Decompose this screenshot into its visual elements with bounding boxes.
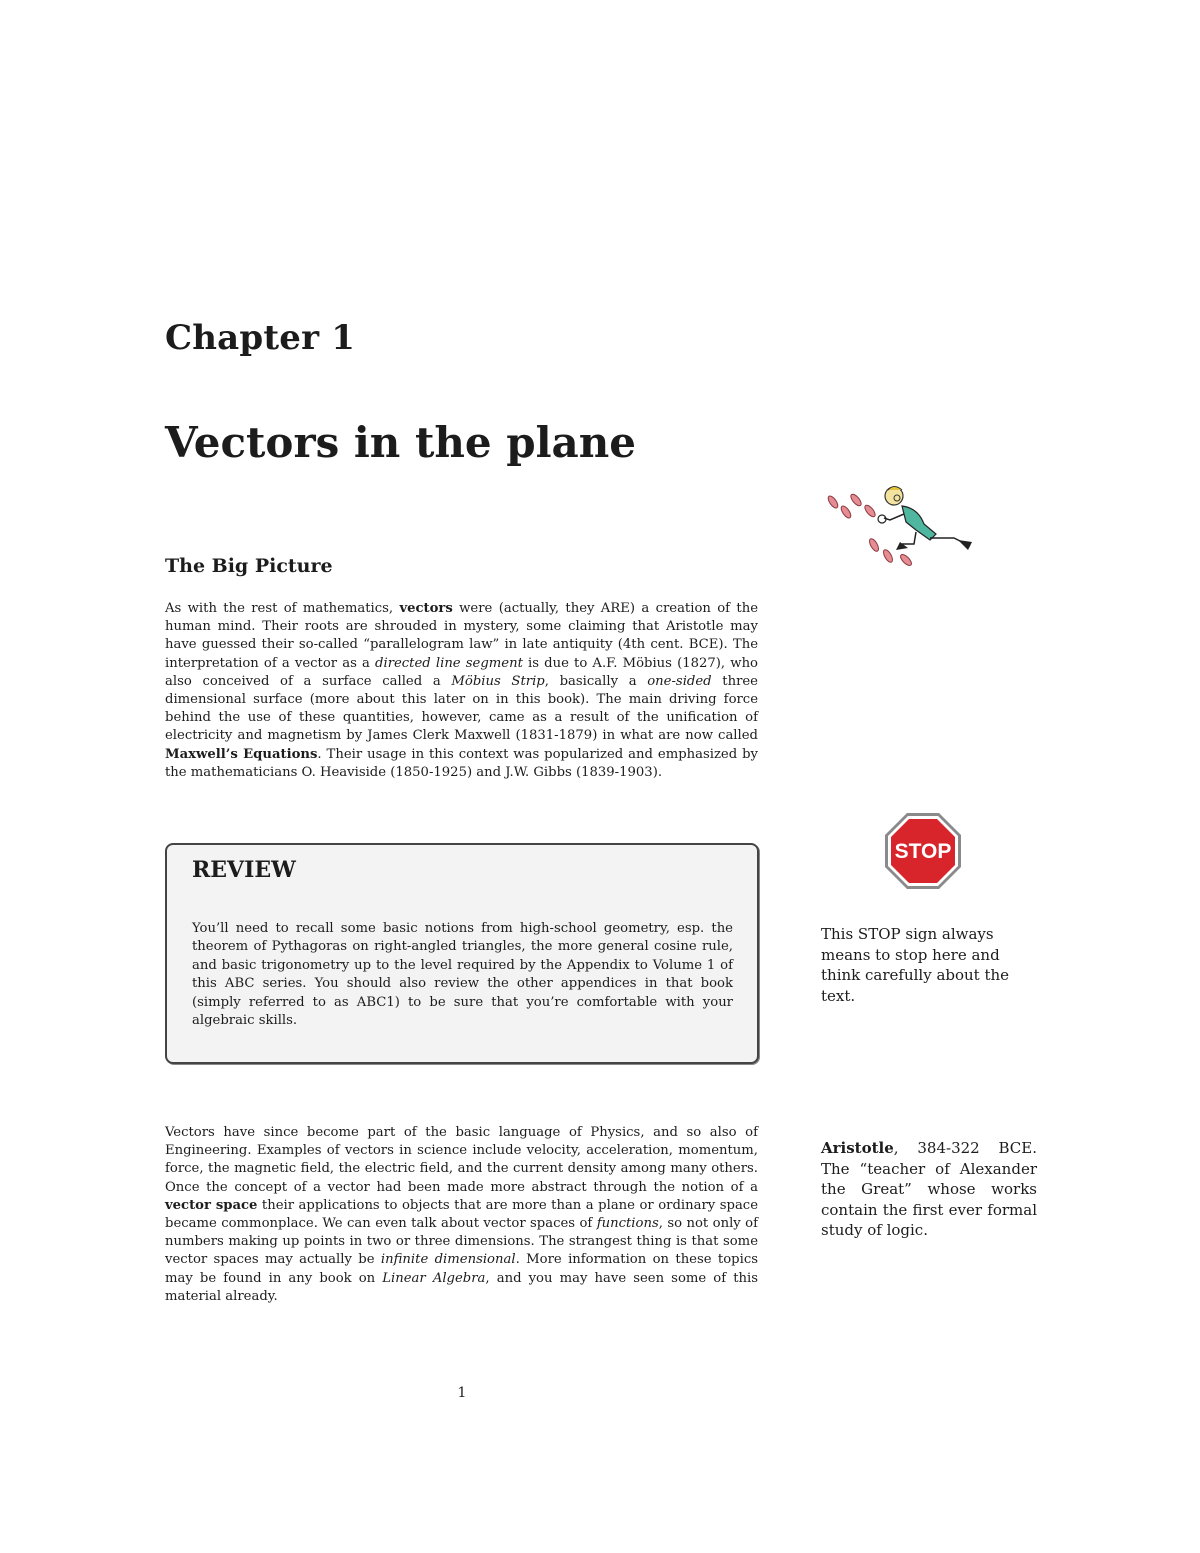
page-number: 1: [457, 1385, 467, 1401]
review-box: [165, 843, 759, 1064]
chapter-label: Chapter 1: [165, 318, 356, 358]
section-heading: The Big Picture: [165, 555, 333, 577]
intro-paragraph: As with the rest of mathematics, vectors were (actually, they ARE) a creation of the human mind. Their roots are shrouded in mystery, some claiming that Aristotle may have guessed their so-called “parallelogram law” in late antiquity (4th cent. BCE). The interpretation of a vector as a directed line segment is due to A.F. Möbius (1827), who also conceived of a surface called a Möbius Strip, basically a one-sided three dimensional surface (more about this later on in this book). The main driving force behind the use of these quantities, however, came as a result of the unification of electricity and magnetism by James Clerk Maxwell (1831-1879) in what are now called Maxwell’s Equations. Their usage in this context was popularized and emphasized by the mathematicians O. Heaviside (1850-1925) and J.W. Gibbs (1839-1903).: [165, 601, 758, 780]
detective-footprints-icon: [818, 478, 978, 578]
stop-sign-icon: [884, 812, 962, 890]
sidenote-stop: This STOP sign always means to stop here and think carefully about the text.: [821, 925, 1010, 1005]
chapter-title: Vectors in the plane: [165, 418, 637, 467]
vectors-paragraph: Vectors have since become part of the basic language of Physics, and so also of Engineering. Examples of vectors in science include velocity, acceleration, momentum, force, the magnetic field, the electric field, and the current density among many others. Once the concept of a vector had been made more abstract through the notion of a vector space their applications to objects that are more than a plane or ordinary space became commonplace. We can even talk about vector spaces of functions, so not only of numbers making up points in two or three dimensions. The strangest thing is that some vector spaces may actually be infinite dimensional. More information on these topics may be found in any book on Linear Algebra, and you may have seen some of this material already.: [165, 1125, 758, 1304]
review-title: REVIEW: [192, 857, 296, 883]
stop-sign-label: STOP: [894, 840, 952, 863]
sidenote-aristotle: Aristotle, 384-322 BCE. The “teacher of Alexander the Great” whose works contain the first ever formal study of logic.: [821, 1139, 1037, 1239]
review-text: You’ll need to recall some basic notions from high-school geometry, esp. the theorem of Pythagoras on right-angled triangles, the more general cosine rule, and basic trigonometry up to the level required by the Appendix to Volume 1 of this ABC series. You should also review the other appendices in that book (simply referred to as ABC1) to be sure that you’re comfortable with your algebraic skills.: [192, 921, 733, 1029]
